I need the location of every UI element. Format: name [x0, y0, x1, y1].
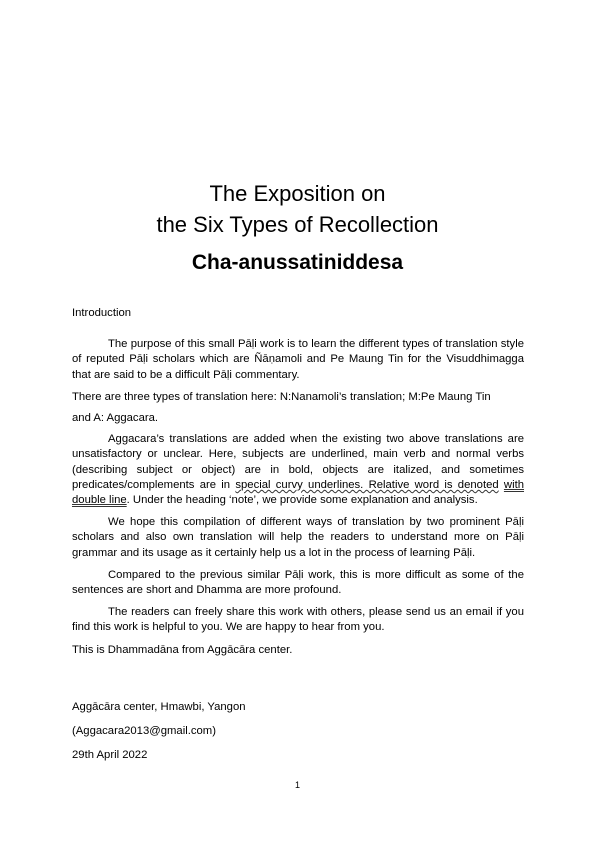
title-line-1: The Exposition on: [209, 181, 386, 206]
paragraph-types-line-2: and A: Aggacara.: [72, 412, 159, 425]
double-line-text: with double line: [72, 478, 525, 507]
subtitle: Cha-anussatiniddesa: [191, 251, 404, 274]
paragraph-types-line-1: There are three types of translation here: N:Nanamoli’s translation; M:Pe Maung Tin: [72, 390, 491, 403]
title-line-2: the Six Types of Recollection: [156, 212, 439, 237]
title-block: [0, 178, 595, 277]
signature-email: (Aggacara2013@gmail.com): [72, 725, 216, 737]
paragraph-comparison: Compared to the previous similar Pāḷi work, this is more difficult as some of the sentences are short and Dhamma are more profound.: [72, 568, 524, 597]
paragraph-purpose: The purpose of this small Pāḷi work is to learn the different types of translation style of reputed Pāḷi scholars which are Ñāṇamoli and Pe Maung Tin for the Visuddhimagga that are said to be a difficult Pāḷi commentary.: [72, 338, 524, 381]
conventions-text-end: . Under the heading ‘note’, we provide some explanation and analysis.: [126, 494, 478, 507]
section-heading: Introduction: [72, 307, 132, 319]
signature-date: 29th April 2022: [72, 749, 148, 761]
paragraph-conventions: [72, 432, 524, 508]
paragraph-sharing: The readers can freely share this work with others, please send us an email if you find this work is helpful to you. We are happy to hear from you.: [72, 606, 524, 634]
page-number: 1: [294, 780, 300, 790]
curvy-underline-text: special curvy underlines. Relative word is denoted: [235, 478, 499, 491]
paragraph-dhammadana: This is Dhammadāna from Aggācāra center.: [72, 643, 293, 656]
signature-place: Aggācāra center, Hmawbi, Yangon: [72, 701, 246, 713]
signature-block: [72, 700, 246, 772]
body-text: [72, 306, 524, 665]
paragraph-hope: We hope this compilation of different ways of translation by two prominent Pāḷi scholars and also own translation will help the readers to understand more on Pāḷi grammar and its usage as it certainly help us a lot in the process of learning Pāḷi.: [72, 516, 524, 559]
conventions-text: Aggacara’s translations are added when the existing two above translations are unsatisfactory or unclear. Here, subjects are underlined, main verb and normal verbs (describing subject or object) are in bold, objects are italized, and sometimes predicates/complements are in: [72, 433, 524, 491]
